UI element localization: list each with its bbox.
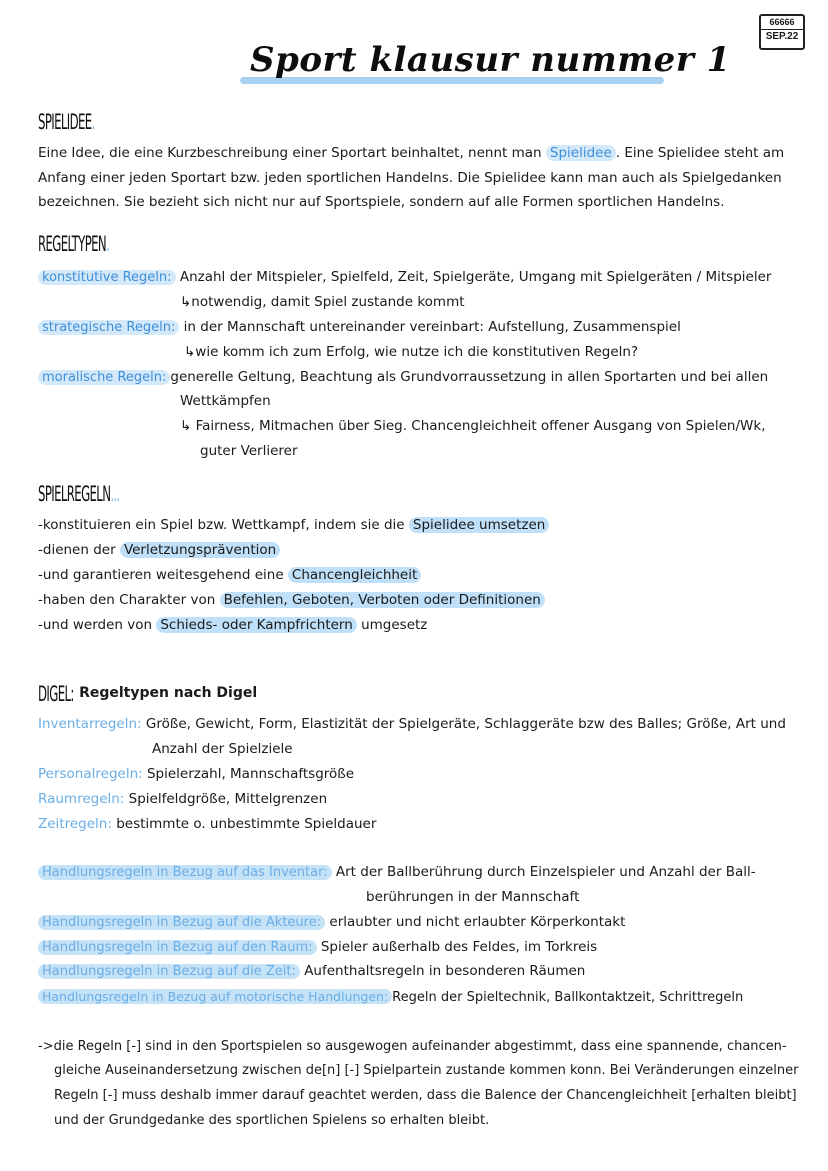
spielregel-item [38,613,427,638]
handlung-motorik [38,984,743,1010]
digel-text: Spielerzahl, Mannschaftsgröße [146,766,355,782]
highlight: Befehlen, Geboten, Verboten oder Definitionen [220,592,545,608]
heading-digel-text: DIGEL [38,682,71,706]
digel-text: Größe, Gewicht, Form, Elastizität der Spielgeräte, Schlaggeräte bzw des Balles; Größe, Art und [145,716,786,732]
spielidee-line-2: Anfang einer jeden Sportart bzw. jeden sportlichen Handelns. Die Spielidee kann man auch als Spielgedanken [38,170,782,186]
heading-dot: . [106,232,110,256]
highlight: Chancengleichheit [288,567,421,583]
label-raumregeln: Raumregeln: [38,791,125,807]
label-inventarregeln: Inventarregeln: [38,716,142,732]
regeltyp-text: Anzahl der Mitspieler, Spielfeld, Zeit, Spielgeräte, Umgang mit Spielgeräten / Mitspieler [179,269,772,285]
handlung-raum [38,935,597,960]
spielregel-text: -dienen der [38,542,120,558]
digel-subtitle: Regeltypen nach Digel [79,685,258,701]
spielregel-item [38,538,280,563]
label-handlung-inventar: Handlungsregeln in Bezug auf das Inventar: [38,865,332,880]
conclusion-line-3: Regeln [-] muss deshalb immer darauf geachtet werden, dass die Balence der Chancengleichheit [erhalten bleibt] [54,1088,797,1103]
label-handlung-akteure: Handlungsregeln in Bezug auf die Akteure: [38,915,325,930]
heading-regeltypen-text: REGELTYPEN [38,232,107,256]
heading-colon: : [70,682,74,706]
digel-text: Spielfeldgröße, Mittelgrenzen [128,791,328,807]
handlung-text: Art der Ballberührung durch Einzelspieler und Anzahl der Ball- [335,864,756,880]
label-moralische-regeln: moralische Regeln: [38,370,170,385]
heading-spielidee [38,110,95,134]
label-personalregeln: Personalregeln: [38,766,143,782]
highlight-spielidee: Spielidee [546,145,616,161]
highlight: Verletzungsprävention [120,542,280,558]
highlight: Spielidee umsetzen [409,517,549,533]
regeltyp-sub: ↳notwendig, damit Spiel zustande kommt [180,294,465,310]
label-handlung-motorik: Handlungsregeln in Bezug auf motorische Handlungen: [38,989,392,1004]
regeltyp-text: generelle Geltung, Beachtung als Grundvorraussetzung in allen Sportarten und bei allen [170,369,769,385]
spielidee-line-3: bezeichnen. Sie bezieht sich nicht nur auf Sportspiele, sondern auf alle Formen sportlichen Handelns. [38,194,725,210]
heading-digel-wrap [38,682,74,706]
digel-text: bestimmte o. unbestimmte Spieldauer [116,816,377,832]
digel-cont: Anzahl der Spielziele [152,741,293,757]
handlung-text: Spieler außerhalb des Feldes, im Torkreis [320,939,598,955]
spielregel-text: -konstituieren ein Spiel bzw. Wettkampf, indem sie die [38,517,409,533]
spielregel-text: -und werden von [38,617,157,633]
handlung-cont: berührungen in der Mannschaft [366,889,580,905]
spielidee-text: Eine Idee, die eine Kurzbeschreibung einer Sportart beinhaltet, nennt man [38,145,546,161]
heading-digel [38,682,257,706]
digel-inventarregeln [38,712,786,737]
spielidee-line-1 [38,141,784,166]
page-title: Sport klausur nummer 1 [250,40,731,80]
heading-dots: ... [110,482,120,506]
regeltyp-text: in der Mannschaft untereinander vereinbart: Aufstellung, Zusammenspiel [183,319,681,335]
regeltyp-strategisch [38,315,681,340]
regeltyp-sub: ↳ Fairness, Mitmachen über Sieg. Chancengleichheit offener Ausgang von Spielen/Wk, [180,418,766,434]
highlight: Schieds- oder Kampfrichtern [156,617,356,633]
regeltyp-sub: guter Verlierer [200,443,298,459]
label-konstitutive-regeln: konstitutive Regeln: [38,270,176,285]
heading-regeltypen [38,232,109,256]
spielidee-text: . Eine Spielidee steht am [615,145,785,161]
calendar-rings: 66666 [761,16,803,30]
label-handlung-zeit: Handlungsregeln in Bezug auf die Zeit: [38,964,300,979]
spielregel-item [38,513,549,538]
date-label: SEP.22 [765,31,799,42]
conclusion-line-2: gleiche Auseinandersetzung zwischen de[n] [-] Spielpartein zustande kommen konn. Bei Veränderungen einzelner [54,1063,799,1078]
spielregel-item [38,563,421,588]
handlung-text: Aufenthaltsregeln in besonderen Räumen [304,963,586,979]
conclusion-line-4: und der Grundgedanke des sportlichen Spielens so erhalten bleibt. [54,1113,490,1128]
spielregel-text: umgesetz [356,617,428,633]
handlung-akteure [38,910,625,935]
heading-dot: . [91,110,95,134]
date-stamp [759,14,805,50]
label-strategische-regeln: strategische Regeln: [38,320,179,335]
digel-personalregeln [38,762,354,787]
heading-spielregeln-text: SPIELREGELN [38,482,111,506]
spielregel-text: -haben den Charakter von [38,592,220,608]
regeltyp-moralisch [38,365,768,390]
handlung-text: Regeln der Spieltechnik, Ballkontaktzeit, Schrittregeln [392,990,744,1005]
handlung-text: erlaubter und nicht erlaubter Körperkontakt [329,914,626,930]
regeltyp-konstitutiv [38,265,771,290]
label-zeitregeln: Zeitregeln: [38,816,112,832]
conclusion-line-1: ->die Regeln [-] sind in den Sportspielen so ausgewogen aufeinander abgestimmt, dass eine spannende, chancen- [38,1039,787,1054]
label-handlung-raum: Handlungsregeln in Bezug auf den Raum: [38,940,317,955]
heading-spielidee-text: SPIELIDEE [38,110,92,134]
spielregel-text: -und garantieren weitesgehend eine [38,567,288,583]
spielregel-item [38,588,545,613]
heading-spielregeln [38,482,120,506]
digel-raumregeln [38,787,327,812]
handlung-inventar [38,860,756,885]
regeltyp-sub: ↳wie komm ich zum Erfolg, wie nutze ich die konstitutiven Regeln? [184,344,639,360]
digel-zeitregeln [38,812,376,837]
handlung-zeit [38,959,585,984]
regeltyp-cont: Wettkämpfen [180,393,271,409]
